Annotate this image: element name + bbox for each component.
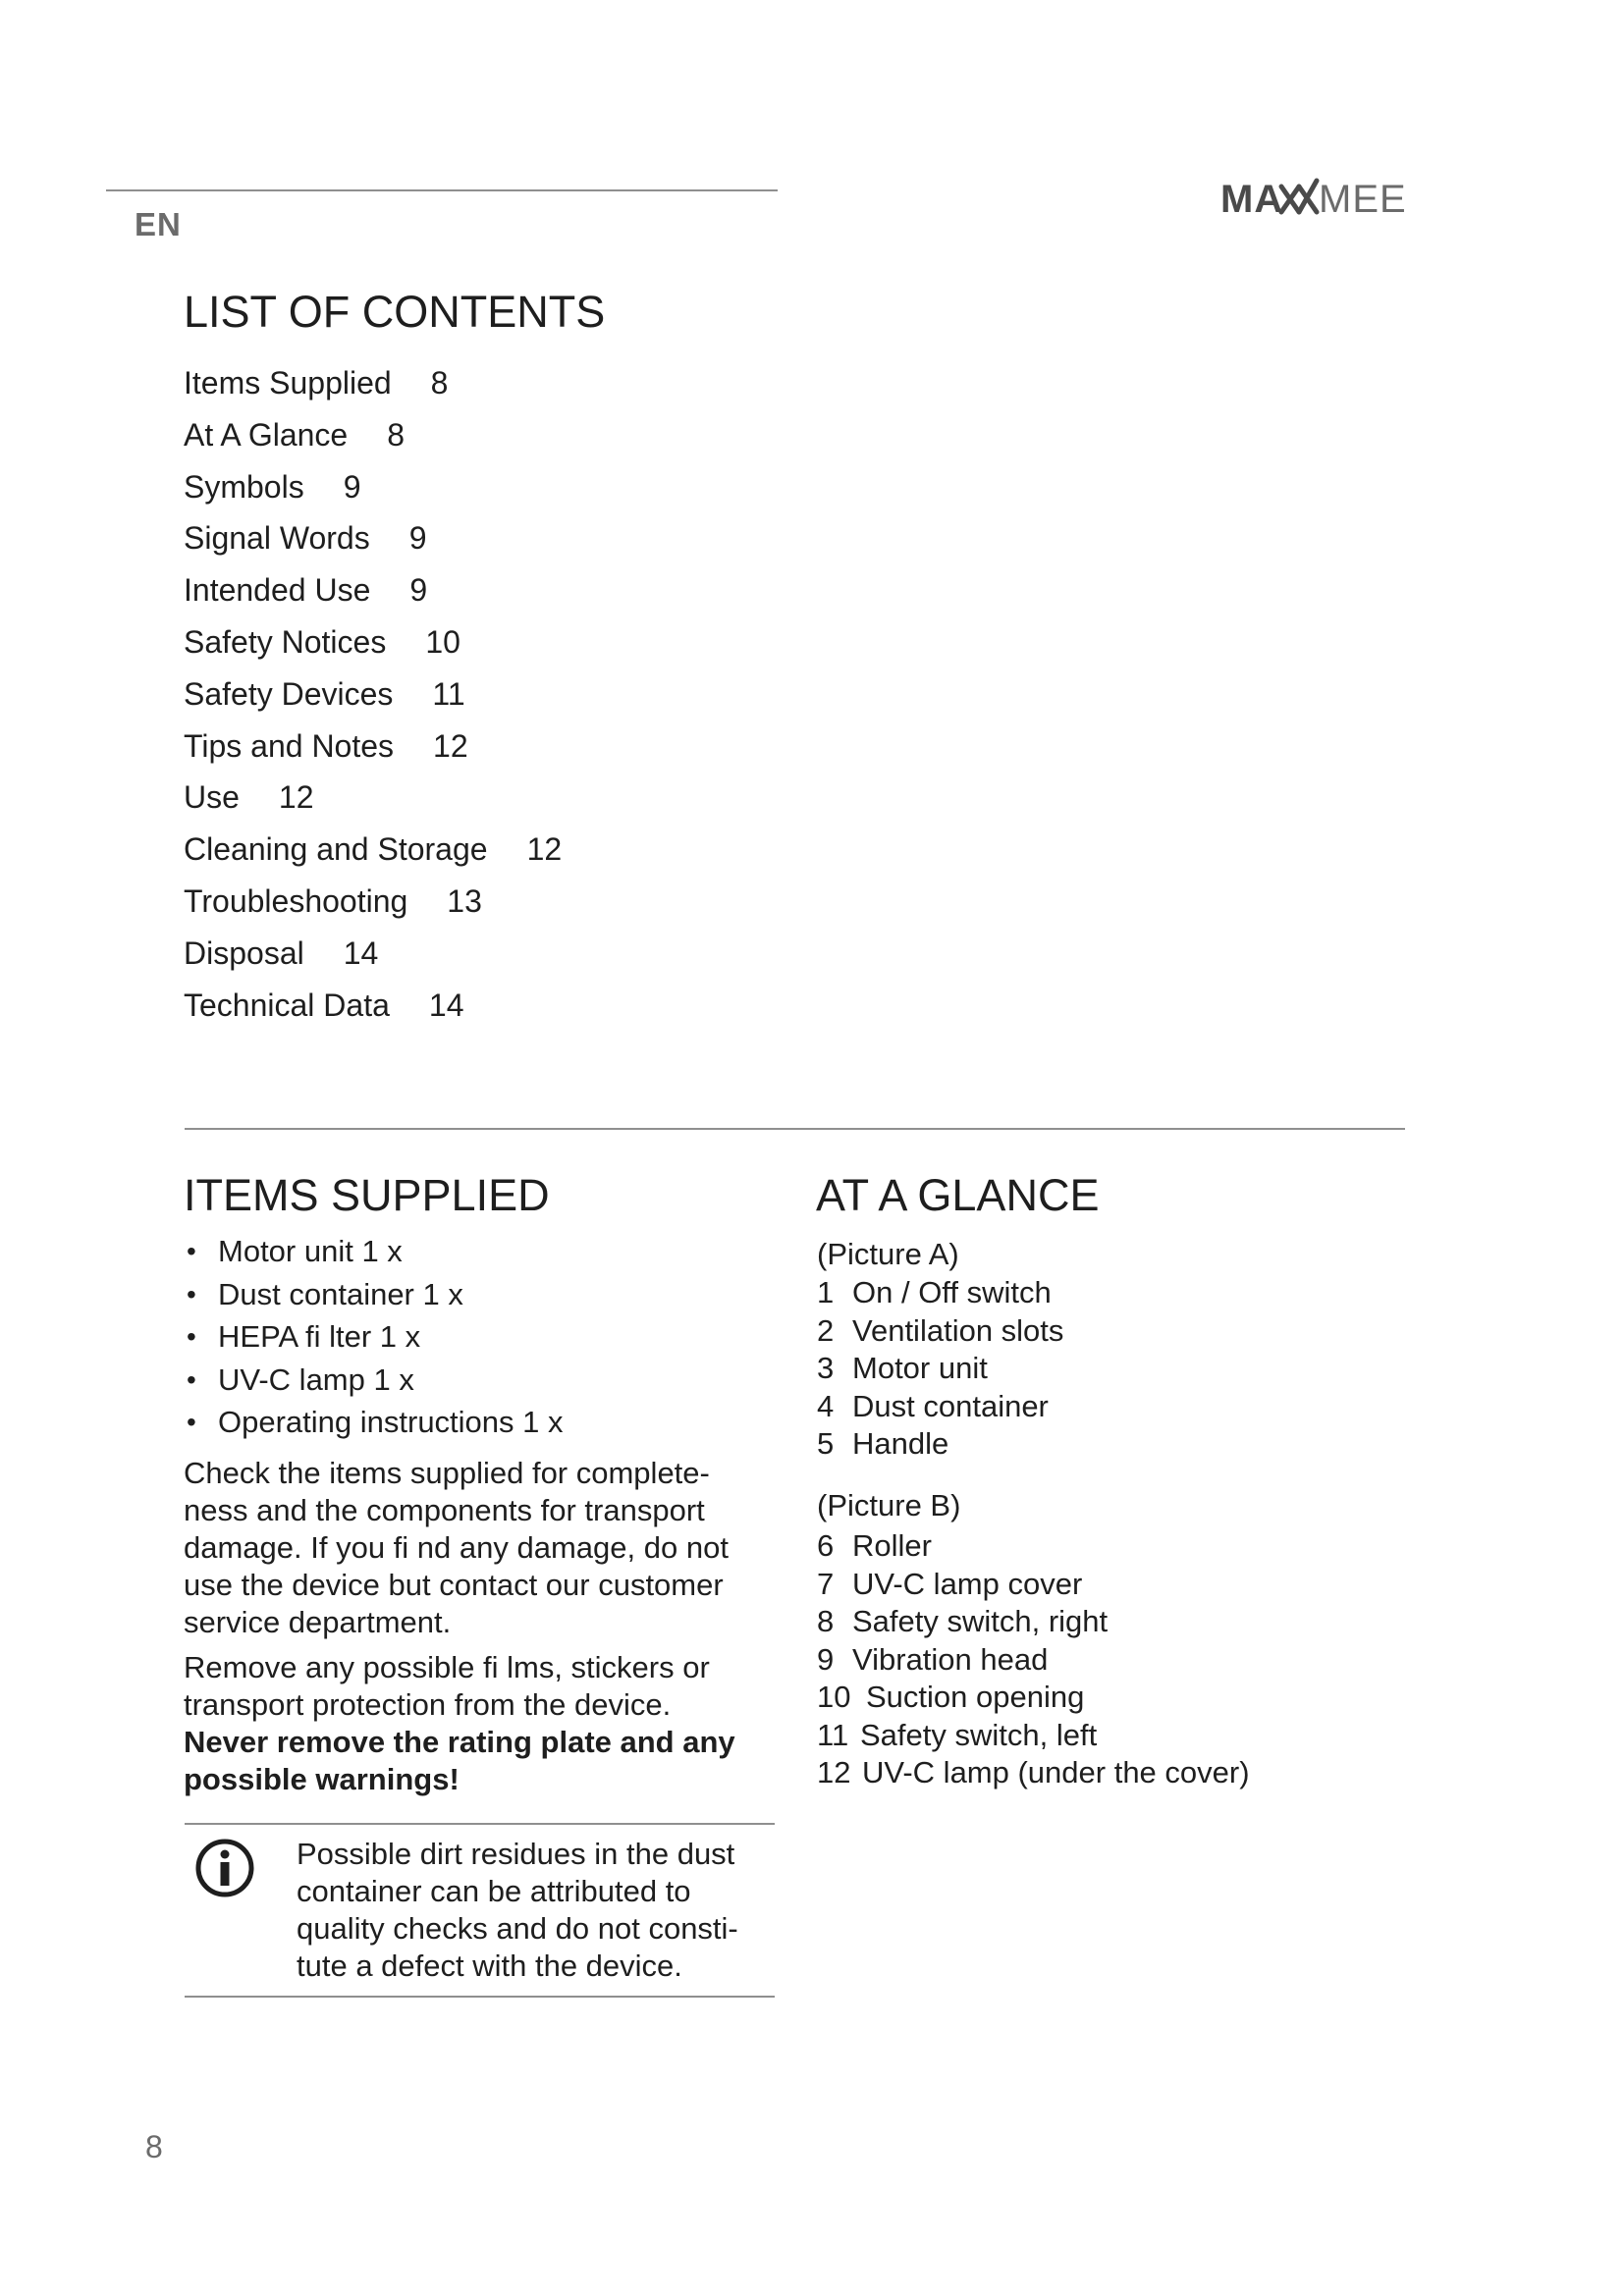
toc-entry[interactable]: Cleaning and Storage 12 <box>184 831 563 868</box>
picture-b-list <box>817 1527 1250 1792</box>
svg-text:MA: MA <box>1220 178 1284 220</box>
list-item: 6 Roller <box>817 1528 932 1563</box>
list-item: 3 Motor unit <box>817 1351 988 1385</box>
note-top-rule <box>185 1823 775 1825</box>
header-rule <box>106 189 778 191</box>
list-item: • Motor unit 1 x <box>187 1230 564 1273</box>
toc-entry[interactable]: Symbols 9 <box>184 468 361 505</box>
toc-entry[interactable]: At A Glance 8 <box>184 416 406 453</box>
remove-paragraph: Remove any possible fi lms, stickers or transport protection from the device. <box>184 1650 710 1722</box>
toc-entry[interactable]: Technical Data 14 <box>184 987 464 1023</box>
toc-entry[interactable]: Intended Use 9 <box>184 572 428 609</box>
list-item: 7 UV-C lamp cover <box>817 1566 1083 1601</box>
toc-title: LIST OF CONTENTS <box>184 287 606 337</box>
brand-logo <box>1220 177 1407 230</box>
note-text: Possible dirt residues in the dust container can be attributed to quality checks and do not consti-tute a defect with the device. <box>297 1837 738 1983</box>
toc-entry[interactable]: Disposal 14 <box>184 934 379 971</box>
list-item: • UV-C lamp 1 x <box>187 1359 564 1402</box>
list-item: 10 Suction opening <box>817 1680 1085 1714</box>
toc-entry[interactable]: Safety Devices 11 <box>184 675 465 712</box>
list-item: 8 Safety switch, right <box>817 1604 1109 1638</box>
toc-entry[interactable]: Safety Notices 10 <box>184 623 460 660</box>
maxxmee-logo-icon <box>1220 177 1407 220</box>
toc-entry[interactable]: Items Supplied 8 <box>184 365 449 400</box>
picture-a-label: (Picture A) <box>817 1237 959 1271</box>
toc-entry[interactable]: Use 12 <box>184 779 314 816</box>
toc-list <box>184 357 562 1031</box>
svg-text:MEE: MEE <box>1319 178 1407 220</box>
list-item: • HEPA fi lter 1 x <box>187 1315 564 1359</box>
list-item: 1 On / Off switch <box>817 1275 1052 1309</box>
page-number: 8 <box>145 2129 163 2164</box>
at-a-glance-title: AT A GLANCE <box>816 1170 1100 1220</box>
items-supplied-list <box>187 1230 564 1444</box>
list-item: 12 UV-C lamp (under the cover) <box>817 1755 1250 1789</box>
info-icon <box>194 1838 255 1898</box>
items-supplied-title: ITEMS SUPPLIED <box>184 1170 550 1220</box>
language-label: EN <box>135 206 182 242</box>
section-divider <box>185 1128 1405 1130</box>
check-paragraph: Check the items supplied for complete-ness and the components for transport damage. If you fi nd any damage, do not use the device but contact our customer service department. <box>184 1456 729 1639</box>
list-item: 11 Safety switch, left <box>817 1717 1098 1752</box>
list-item: 4 Dust container <box>817 1388 1049 1423</box>
list-item: 2 Ventilation slots <box>817 1312 1064 1348</box>
toc-entry[interactable]: Troubleshooting 13 <box>184 882 482 919</box>
picture-a-list <box>817 1274 1063 1464</box>
list-item: 5 Handle <box>817 1426 949 1461</box>
warning-paragraph: Never remove the rating plate and any possible warnings! <box>184 1725 735 1796</box>
list-item: • Operating instructions 1 x <box>187 1401 564 1444</box>
toc-entry[interactable]: Signal Words 9 <box>184 520 427 557</box>
picture-b-label: (Picture B) <box>817 1488 961 1522</box>
list-item: • Dust container 1 x <box>187 1273 564 1316</box>
note-bottom-rule <box>185 1996 775 1998</box>
toc-entry[interactable]: Tips and Notes 12 <box>184 727 468 764</box>
list-item: 9 Vibration head <box>817 1641 1049 1677</box>
